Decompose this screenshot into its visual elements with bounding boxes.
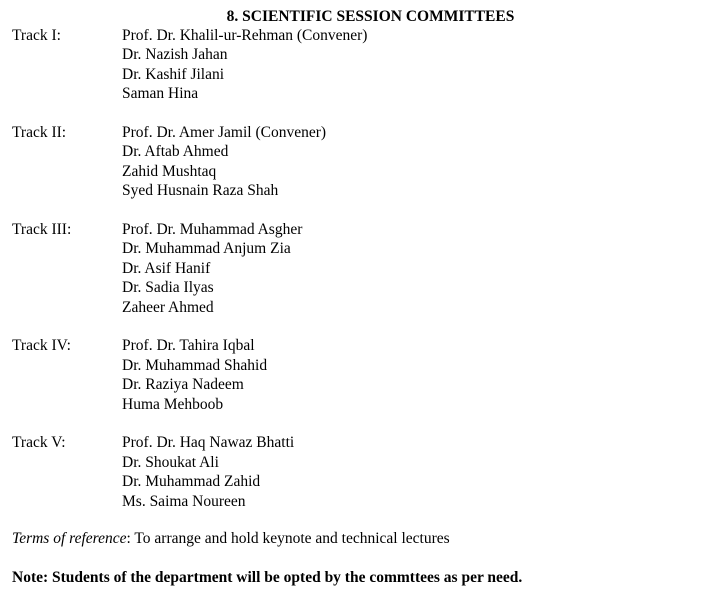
terms-label: Terms of reference [12, 530, 127, 547]
member-name: Prof. Dr. Amer Jamil (Convener) [122, 124, 327, 142]
track-label: Track III: [12, 221, 72, 239]
member-name: Dr. Sadia Ilyas [122, 279, 214, 297]
member-name: Dr. Muhammad Anjum Zia [122, 240, 291, 258]
member-name: Ms. Saima Noureen [122, 492, 246, 510]
track-label: Track IV: [12, 337, 71, 355]
track-list [12, 26, 712, 530]
member-name: Dr. Shoukat Ali [122, 453, 219, 471]
member-name: Huma Mehboob [122, 395, 224, 413]
note-text: Note: Students of the department will be opted by the commttees as per need. [12, 569, 523, 586]
member-name: Dr. Nazish Jahan [122, 46, 228, 64]
track-label: Track V: [12, 434, 66, 452]
member-name: Dr. Aftab Ahmed [122, 143, 229, 161]
track-1 [12, 26, 712, 104]
member-name: Dr. Muhammad Shahid [122, 356, 268, 374]
terms-separator: : [126, 530, 135, 547]
track-3 [12, 220, 712, 317]
member-name: Prof. Dr. Tahira Iqbal [122, 337, 255, 355]
track-members [122, 336, 712, 414]
track-members [122, 220, 712, 317]
member-name: Zaheer Ahmed [122, 298, 214, 316]
member-name: Dr. Raziya Nadeem [122, 376, 244, 394]
track-members [122, 26, 712, 104]
terms-of-reference [12, 529, 450, 548]
track-label: Track I: [12, 27, 61, 44]
member-name: Prof. Dr. Haq Nawaz Bhatti [122, 434, 295, 452]
track-5 [12, 433, 712, 511]
member-name: Dr. Asif Hanif [122, 259, 211, 277]
member-name: Dr. Kashif Jilani [122, 65, 225, 83]
member-name: Zahid Mushtaq [122, 162, 217, 180]
terms-text: To arrange and hold keynote and technical lectures [134, 530, 450, 547]
track-members [122, 433, 712, 511]
member-name: Syed Husnain Raza Shah [122, 182, 279, 200]
member-name: Prof. Dr. Muhammad Asgher [122, 221, 303, 239]
section-heading: 8. SCIENTIFIC SESSION COMMITTEES [226, 8, 515, 25]
track-4 [12, 336, 712, 414]
member-name: Dr. Muhammad Zahid [122, 473, 261, 491]
track-label: Track II: [12, 124, 67, 142]
member-name: Saman Hina [122, 85, 199, 103]
member-name: Prof. Dr. Khalil-ur-Rehman (Convener) [122, 27, 368, 44]
track-members [122, 123, 712, 201]
track-2 [12, 123, 712, 201]
